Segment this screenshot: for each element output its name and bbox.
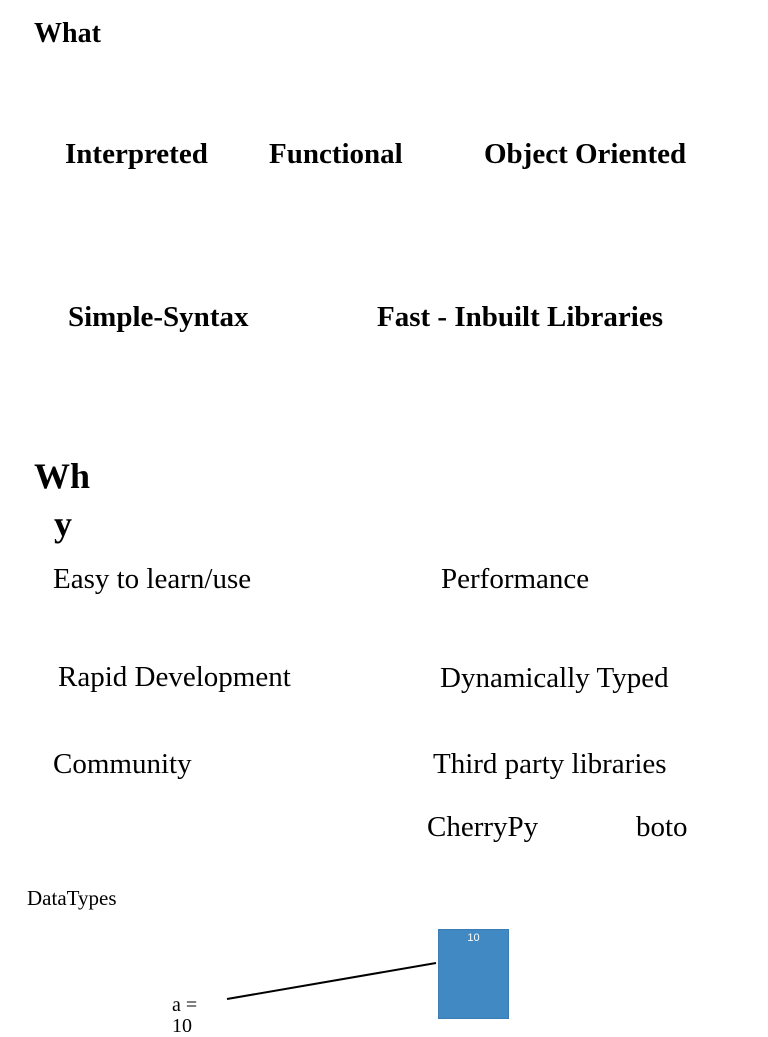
why-heading-line1: Wh [34,456,91,496]
datatypes-heading: DataTypes [27,886,117,910]
reason-easy-to-learn: Easy to learn/use [53,563,252,595]
library-cherrypy: CherryPy [427,811,539,843]
library-boto: boto [636,811,688,843]
reason-dynamically-typed: Dynamically Typed [440,662,669,694]
reason-community: Community [53,748,192,780]
memory-box [438,929,509,1019]
feature-object-oriented: Object Oriented [484,138,687,170]
variable-label-line2: 10 [172,1015,192,1037]
memory-box-value: 10 [467,932,480,944]
feature-interpreted: Interpreted [65,138,208,170]
variable-label-line1: a = [172,994,198,1016]
reference-arrow-line [227,963,436,999]
feature-fast-inbuilt-libraries: Fast - Inbuilt Libraries [377,301,663,333]
reason-third-party-libraries: Third party libraries [433,748,667,780]
feature-simple-syntax: Simple-Syntax [68,301,249,333]
what-heading: What [34,18,101,49]
why-heading-line2: y [54,504,72,544]
reason-performance: Performance [441,563,590,595]
feature-functional: Functional [269,138,403,170]
reason-rapid-development: Rapid Development [58,661,291,693]
